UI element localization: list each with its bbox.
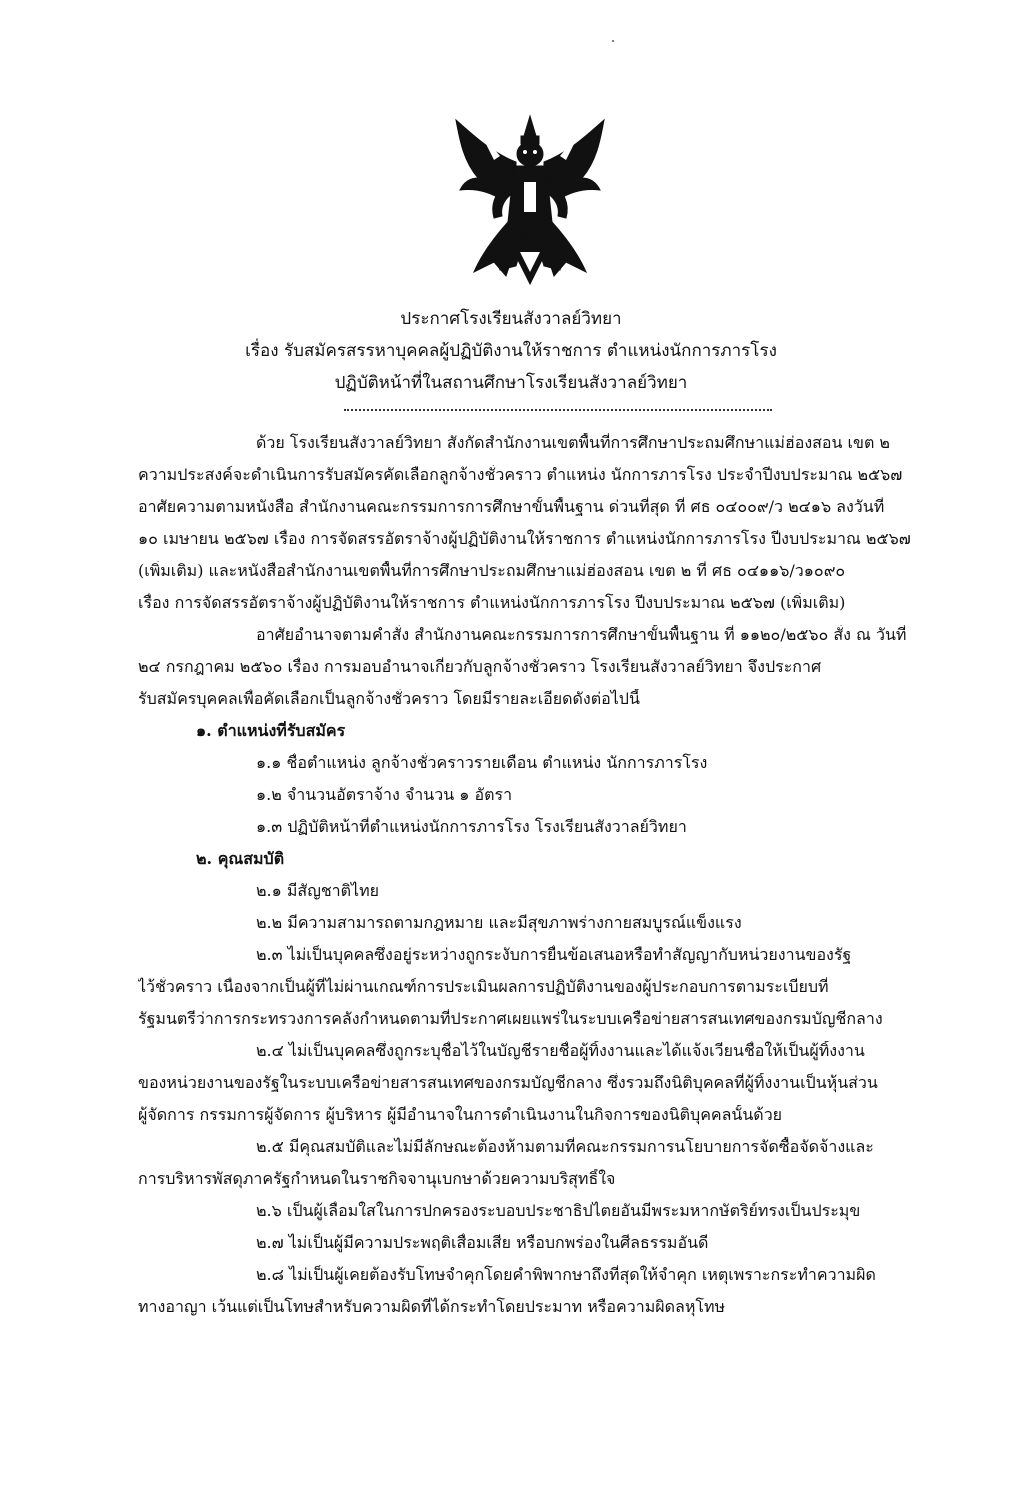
intro-p1-line4: ๑๐ เมษายน ๒๕๖๗ เรื่อง การจัดสรรอัตราจ้างผู้ปฏิบัติงานให้ราชการ ตำแหน่งนักการภารโรง ปีงบประมาณ ๒๕๖๗ xyxy=(138,529,911,548)
section2-item3-line2: ไว้ชั่วคราว เนื่องจากเป็นผู้ที่ไม่ผ่านเกณฑ์การประเมินผลการปฏิบัติงานของผู้ประกอบการตามระเบียบที่ xyxy=(138,977,829,996)
section2-item3-line3: รัฐมนตรีว่าการกระทรวงการคลังกำหนดตามที่ประกาศเผยแพร่ในระบบเครือข่ายสารสนเทศของกรมบัญชีกลาง xyxy=(138,1009,883,1028)
section1-title: ๑. ตำแหน่งที่รับสมัคร xyxy=(196,721,346,740)
section2-item4-line2: ของหน่วยงานของรัฐในระบบเครือข่ายสารสนเทศของกรมบัญชีกลาง ซึ่งรวมถึงนิติบุคคลที่ผู้ทิ้งงานเป็นหุ้นส่วน xyxy=(138,1073,878,1092)
dotted-separator xyxy=(344,409,772,411)
section2-item2: ๒.๒ มีความสามารถตามกฎหมาย และมีสุขภาพร่างกายสมบูรณ์แข็งแรง xyxy=(256,913,742,932)
intro-p1-line6: เรื่อง การจัดสรรอัตราจ้างผู้ปฏิบัติงานให้ราชการ ตำแหน่งนักการภารโรง ปีงบประมาณ ๒๕๖๗ (เพิ่มเติม) xyxy=(138,593,846,612)
scan-speck xyxy=(612,40,614,42)
section2-title: ๒. คุณสมบัติ xyxy=(196,849,285,868)
announcement-title: ประกาศโรงเรียนสังวาลย์วิทยา xyxy=(400,309,622,329)
intro-p2-line1: อาศัยอำนาจตามคำสั่ง สำนักงานคณะกรรมการการศึกษาขั้นพื้นฐาน ที่ ๑๑๒๐/๒๕๖๐ สั่ง ณ วันที่ xyxy=(256,625,907,644)
section2-item6: ๒.๖ เป็นผู้เลื่อมใสในการปกครองระบอบประชาธิปไตยอันมีพระมหากษัตริย์ทรงเป็นประมุข xyxy=(256,1201,861,1220)
section2-item7: ๒.๗ ไม่เป็นผู้มีความประพฤติเสื่อมเสีย หรือบกพร่องในศีลธรรมอันดี xyxy=(256,1233,709,1252)
section2-item5-line2: การบริหารพัสดุภาครัฐกำหนดในราชกิจจานุเบกษาด้วยความบริสุทธิ์ใจ xyxy=(138,1169,616,1188)
section1-item1: ๑.๑ ชื่อตำแหน่ง ลูกจ้างชั่วคราวรายเดือน ตำแหน่ง นักการภารโรง xyxy=(256,753,708,772)
section2-item1: ๒.๑ มีสัญชาติไทย xyxy=(256,881,380,900)
intro-p2-line3: รับสมัครบุคคลเพื่อคัดเลือกเป็นลูกจ้างชั่วคราว โดยมีรายละเอียดดังต่อไปนี้ xyxy=(138,689,640,708)
announcement-scope: ปฏิบัติหน้าที่ในสถานศึกษาโรงเรียนสังวาลย์วิทยา xyxy=(334,373,688,393)
section2-item4-line3: ผู้จัดการ กรรมการผู้จัดการ ผู้บริหาร ผู้มีอำนาจในการดำเนินงานในกิจการของนิติบุคคลนั้นด้วย xyxy=(138,1105,783,1124)
garuda-emblem-icon xyxy=(450,112,610,292)
section2-item8-line1: ๒.๘ ไม่เป็นผู้เคยต้องรับโทษจำคุกโดยคำพิพากษาถึงที่สุดให้จำคุก เหตุเพราะกระทำความผิด xyxy=(256,1265,876,1284)
intro-p2-line2: ๒๔ กรกฎาคม ๒๕๖๐ เรื่อง การมอบอำนาจเกี่ยวกับลูกจ้างชั่วคราว โรงเรียนสังวาลย์วิทยา จึงประกาศ xyxy=(138,657,822,676)
intro-p1-line1: ด้วย โรงเรียนสังวาลย์วิทยา สังกัดสำนักงานเขตพื้นที่การศึกษาประถมศึกษาแม่ฮ่องสอน เขต ๒ xyxy=(256,433,890,452)
section2-item8-line2: ทางอาญา เว้นแต่เป็นโทษสำหรับความผิดที่ได้กระทำโดยประมาท หรือความผิดลหุโทษ xyxy=(138,1297,726,1316)
section1-item3: ๑.๓ ปฏิบัติหน้าที่ตำแหน่งนักการภารโรง โรงเรียนสังวาลย์วิทยา xyxy=(256,817,687,836)
section1-item2: ๑.๒ จำนวนอัตราจ้าง จำนวน ๑ อัตรา xyxy=(256,785,513,804)
section2-item3-line1: ๒.๓ ไม่เป็นบุคคลซึ่งอยู่ระหว่างถูกระงับการยื่นข้อเสนอหรือทำสัญญากับหน่วยงานของรัฐ xyxy=(256,945,852,964)
announcement-subject: เรื่อง รับสมัครสรรหาบุคคลผู้ปฏิบัติงานให้ราชการ ตำแหน่งนักการภารโรง xyxy=(245,341,777,361)
intro-p1-line5: (เพิ่มเติม) และหนังสือสำนักงานเขตพื้นที่การศึกษาประถมศึกษาแม่ฮ่องสอน เขต ๒ ที่ ศธ ๐๔๑๑๖/ว๑๐๙๐ xyxy=(138,561,846,580)
intro-p1-line3: อาศัยความตามหนังสือ สำนักงานคณะกรรมการการศึกษาขั้นพื้นฐาน ด่วนที่สุด ที่ ศธ ๐๔๐๐๙/ว ๒๔๑๖ ลงวันที่ xyxy=(138,497,885,516)
section2-item4-line1: ๒.๔ ไม่เป็นบุคคลซึ่งถูกระบุชื่อไว้ในบัญชีรายชื่อผู้ทิ้งงานและได้แจ้งเวียนชื่อให้เป็นผู้ทิ้งงาน xyxy=(256,1041,865,1060)
intro-p1-line2: ความประสงค์จะดำเนินการรับสมัครคัดเลือกลูกจ้างชั่วคราว ตำแหน่ง นักการภารโรง ประจำปีงบประมาณ ๒๕๖๗ xyxy=(138,465,903,484)
section2-item5-line1: ๒.๕ มีคุณสมบัติและไม่มีลักษณะต้องห้ามตามที่คณะกรรมการนโยบายการจัดซื้อจัดจ้างและ xyxy=(256,1137,874,1156)
